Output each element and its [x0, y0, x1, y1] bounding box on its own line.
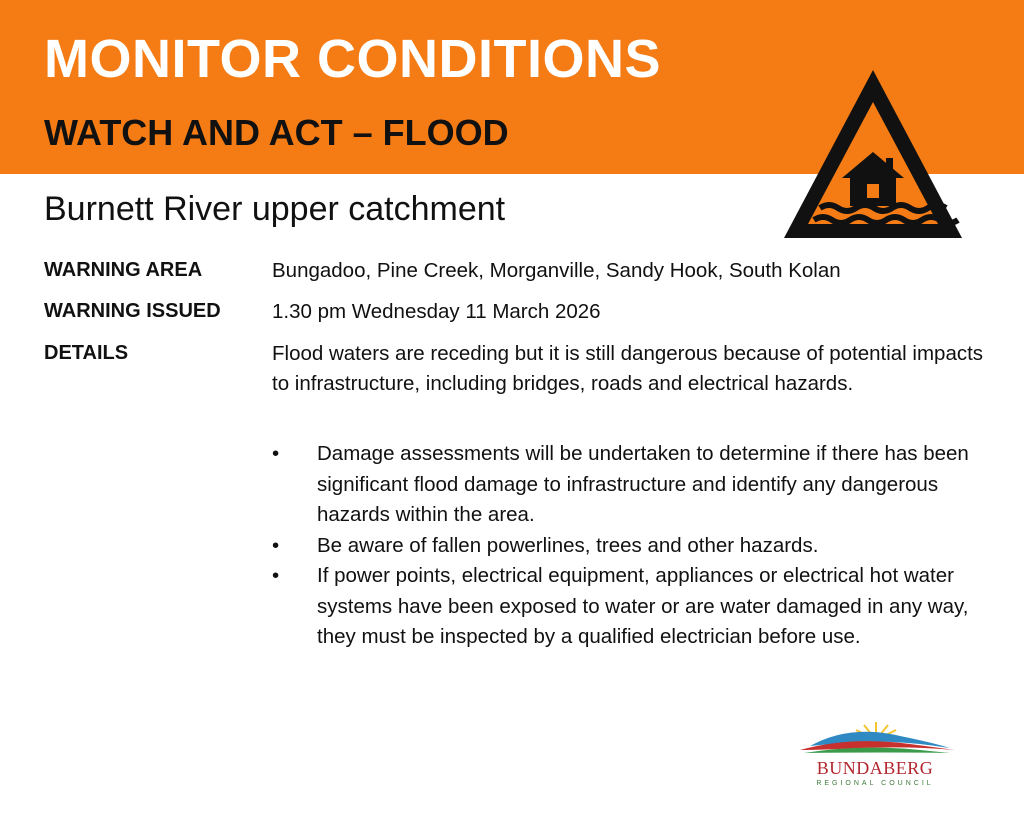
warning-issued-value: 1.30 pm Wednesday 11 March 2026 [272, 300, 601, 323]
warning-area-value: Bungadoo, Pine Creek, Morganville, Sandy Hook, South Kolan [272, 259, 841, 282]
warning-issued-label: WARNING ISSUED [44, 300, 221, 322]
page-title: MONITOR CONDITIONS [44, 29, 662, 89]
council-subtitle: REGIONAL COUNCIL [816, 780, 934, 787]
bullet-marker: • [272, 442, 280, 465]
details-bullet-list [272, 439, 992, 653]
bullet-text: Damage assessments will be undertaken to determine if there has been significant flood damage to infrastructure and identify any dangerous hazards within the area. [317, 442, 969, 526]
warning-area-label: WARNING AREA [44, 259, 203, 281]
bullet-text: Be aware of fallen powerlines, trees and other hazards. [317, 533, 819, 557]
flood-warning-icon [780, 66, 966, 242]
bullet-item [272, 439, 992, 531]
bullet-marker: • [272, 564, 280, 587]
catchment-title: Burnett River upper catchment [44, 190, 506, 228]
bullet-item [272, 561, 992, 653]
bullet-item [272, 531, 992, 562]
warning-level: WATCH AND ACT – FLOOD [44, 112, 509, 153]
details-label: DETAILS [44, 342, 129, 364]
bullet-marker: • [272, 533, 280, 557]
bullet-text: If power points, electrical equipment, appliances or electrical hot water systems have been exposed to water or are water damaged in any way, they must be inspected by a qualified electrician before use. [317, 564, 969, 648]
details-text: Flood waters are receding but it is still dangerous because of potential impacts to infrastructure, including bridges, roads and electrical hazards. [272, 342, 984, 395]
council-name: BUNDABERG [816, 758, 934, 778]
